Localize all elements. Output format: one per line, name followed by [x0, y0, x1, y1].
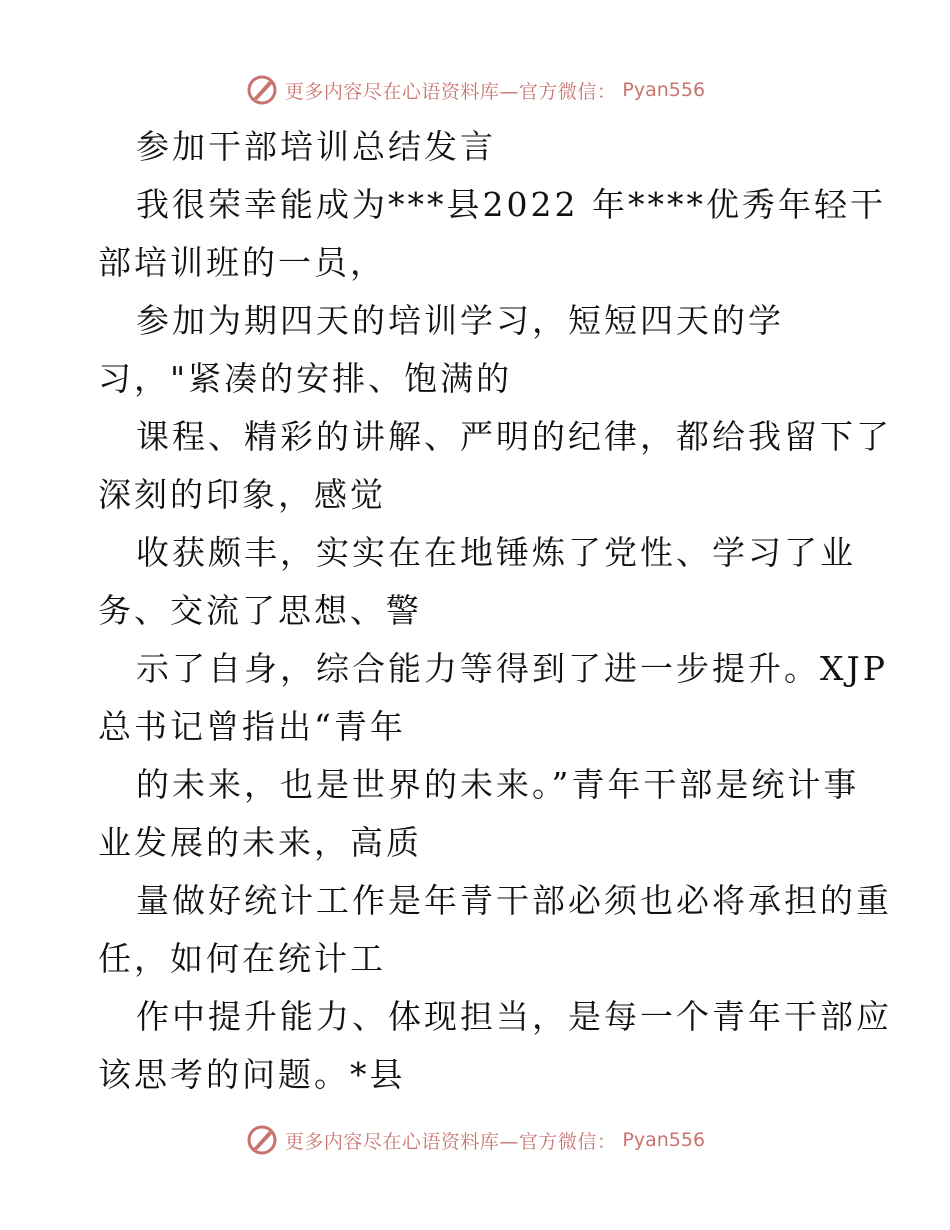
- footer-banner: [0, 1120, 950, 1160]
- paragraph-line: 务、交流了思想、警: [98, 591, 422, 630]
- quill-logo-icon: [245, 73, 279, 107]
- footer-banner-text: 更多内容尽在心语资料库—官方微信：: [284, 1130, 617, 1153]
- paragraph-line: 业发展的未来，高质: [98, 823, 422, 862]
- paragraph-line: 总书记曾指出“青年: [98, 707, 406, 746]
- paragraph-line: 参加为期四天的培训学习，短短四天的学: [136, 301, 784, 340]
- paragraph-line: 该思考的问题。*县: [98, 1055, 406, 1094]
- paragraph-line: 任，如何在统计工: [98, 939, 386, 978]
- header-banner-text: 更多内容尽在心语资料库—官方微信：: [284, 80, 617, 103]
- header-banner: [0, 70, 950, 110]
- paragraph-line: 习，"紧凑的安排、饱满的: [98, 359, 513, 398]
- footer-banner-content: [245, 1123, 705, 1157]
- paragraph-line: 深刻的印象，感觉: [98, 475, 386, 514]
- paragraph-line: 的未来，也是世界的未来。”青年干部是统计事: [136, 765, 860, 804]
- paragraph-line: 量做好统计工作是年青干部必须也必将承担的重: [136, 881, 892, 920]
- footer-wechat-id: Pyan556: [622, 1129, 706, 1151]
- quill-logo-icon: [245, 1123, 279, 1157]
- paragraph-line: 作中提升能力、体现担当，是每一个青年干部应: [136, 997, 892, 1036]
- paragraph-line: 收获颇丰，实实在在地锤炼了党性、学习了业: [136, 533, 856, 572]
- header-banner-content: [245, 73, 705, 107]
- paragraph-line: 示了自身，综合能力等得到了进一步提升。XJP: [136, 649, 888, 688]
- paragraph-line: 我很荣幸能成为***县2022 年****优秀年轻干: [136, 185, 886, 224]
- paragraph-line: 部培训班的一员，: [98, 243, 386, 282]
- paragraph-line: 课程、精彩的讲解、严明的纪律，都给我留下了: [136, 417, 892, 456]
- document-title: 参加干部培训总结发言: [136, 127, 496, 166]
- header-wechat-id: Pyan556: [622, 79, 706, 101]
- document-body: [98, 118, 892, 1104]
